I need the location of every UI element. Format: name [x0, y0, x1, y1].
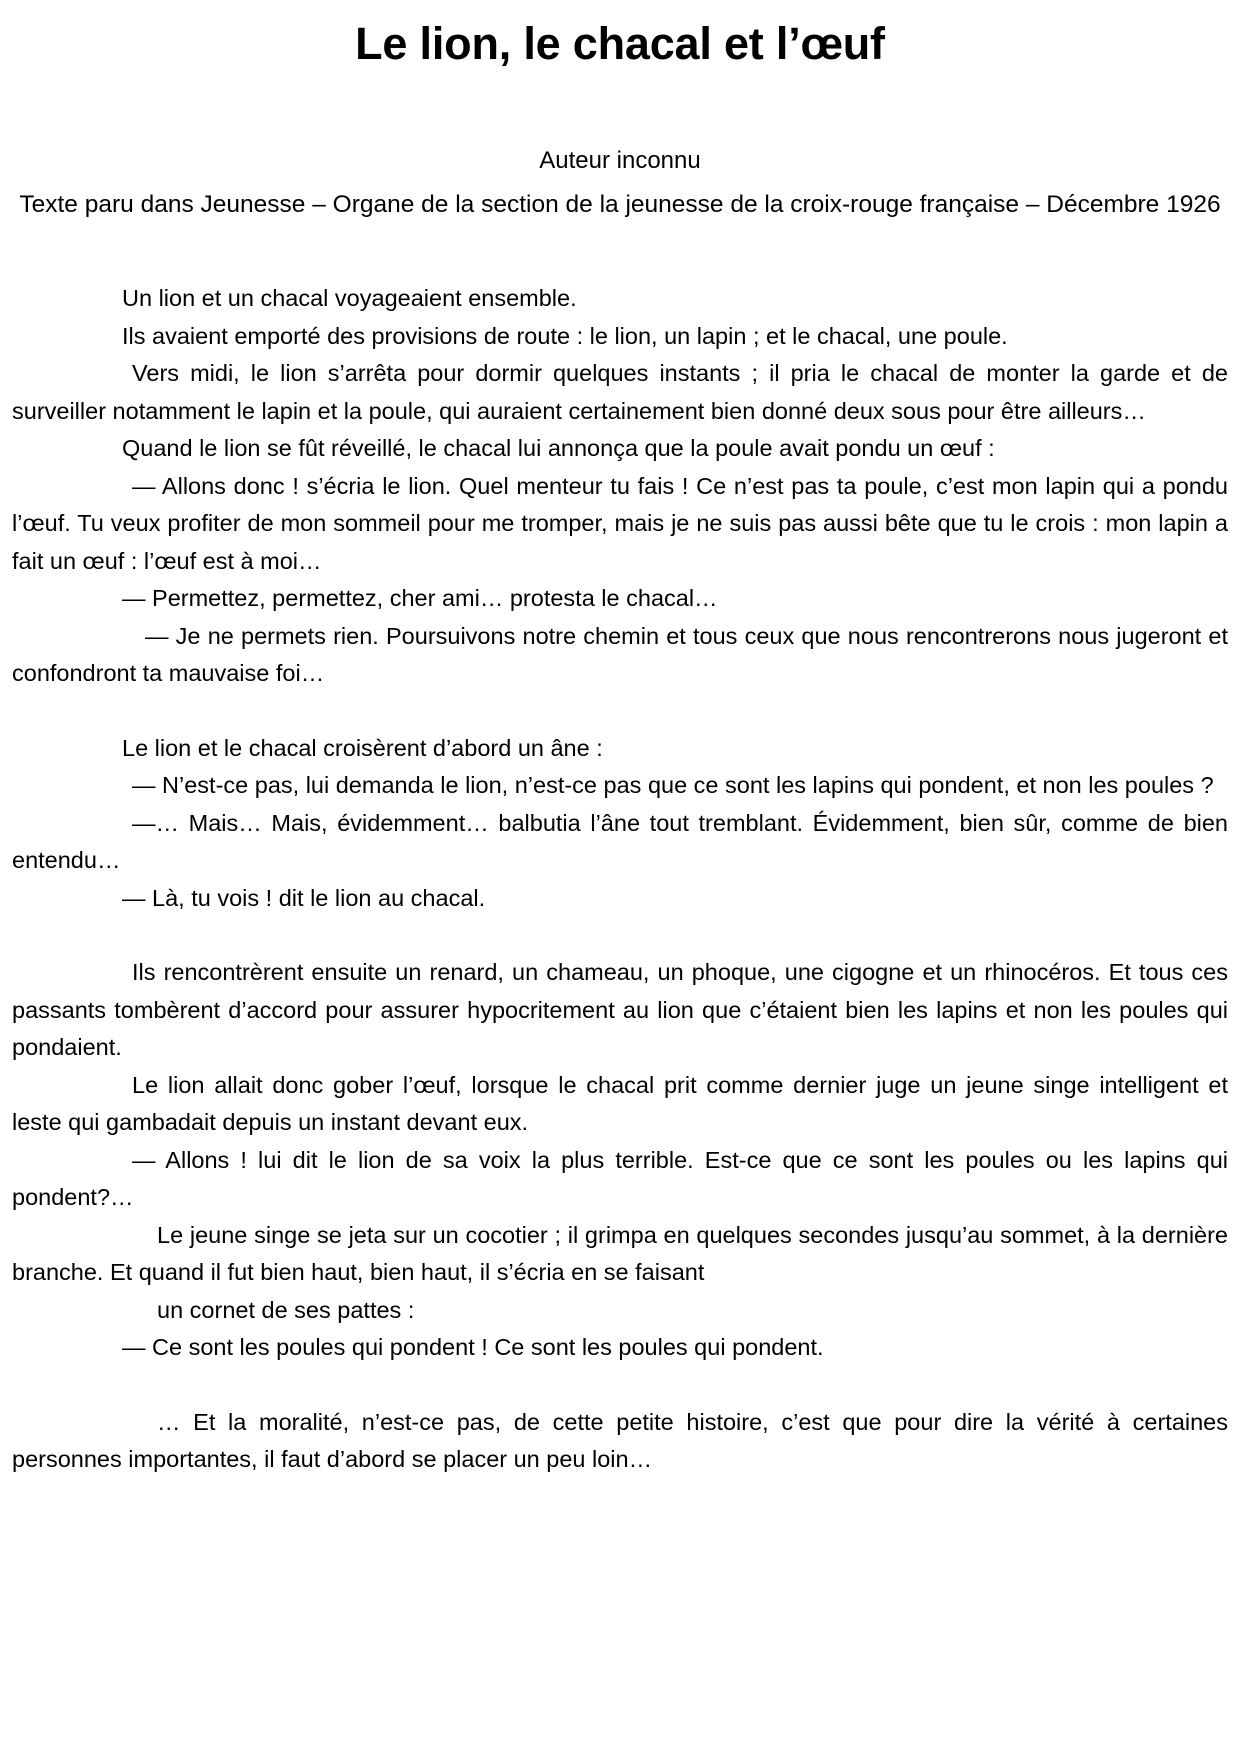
paragraph-gap [12, 1367, 1228, 1404]
story-paragraph: Quand le lion se fût réveillé, le chacal lui annonça que la poule avait pondu un œuf : [122, 435, 995, 461]
paragraph-text: Le jeune singe se jeta sur un cocotier ; il grimpa en quelques secondes jusqu’au sommet, à la dernière branche. Et quand il fut bien haut, bien haut, il s’écria en se faisant [12, 1221, 1228, 1285]
story-paragraph: — Ce sont les poules qui pondent ! Ce sont les poules qui pondent. [122, 1334, 824, 1360]
story-body [0, 222, 1240, 1479]
story-paragraph [12, 1217, 1228, 1330]
source-line: Texte paru dans Jeunesse – Organe de la section de la jeunesse de la croix-rouge française – Décembre 1926 [19, 191, 1221, 218]
story-paragraph: Le lion et le chacal croisèrent d’abord un âne : [122, 734, 603, 761]
author-line: Auteur inconnu [539, 147, 701, 174]
story-paragraph: — Permettez, permettez, cher ami… protesta le chacal… [122, 585, 718, 611]
story-paragraph: … Et la moralité, n’est-ce pas, de cette petite histoire, c’est que pour dire la vérité à certaines personnes importantes, il faut d’abord se placer un peu loin… [12, 1408, 1228, 1472]
story-paragraph: Ils rencontrèrent ensuite un renard, un chameau, un phoque, une cigogne et un rhinocéros. Et tous ces passants tombèrent d’accord pour assurer hypocritement au lion que c’étaient bien les lapins et non les poules qui pondaient. [12, 959, 1228, 1060]
page-title: Le lion, le chacal et l’œuf [355, 18, 885, 69]
story-paragraph: — Allons ! lui dit le lion de sa voix la plus terrible. Est-ce que ce sont les poules ou les lapins qui pondent?… [12, 1146, 1228, 1210]
story-paragraph: — Là, tu vois ! dit le lion au chacal. [122, 884, 486, 911]
story-paragraph: —… Mais… Mais, évidemment… balbutia l’âne tout tremblant. Évidemment, bien sûr, comme de bien entendu… [12, 809, 1228, 873]
story-paragraph: Ils avaient emporté des provisions de route : le lion, un lapin ; et le chacal, une poule. [122, 322, 1008, 349]
document-meta [0, 66, 1240, 222]
story-paragraph: — N’est-ce pas, lui demanda le lion, n’est-ce pas que ce sont les lapins qui pondent, et non les poules ? [132, 772, 1214, 798]
story-paragraph: Vers midi, le lion s’arrêta pour dormir quelques instants ; il pria le chacal de monter la garde et de surveiller notamment le lapin et la poule, qui auraient certainement bien donné deux sous pour être ailleurs… [12, 360, 1228, 424]
story-paragraph: Un lion et un chacal voyageaient ensemble. [122, 285, 577, 311]
story-paragraph: — Je ne permets rien. Poursuivons notre chemin et tous ceux que nous rencontrerons nous jugeront et confondront ta mauvaise foi… [12, 622, 1228, 686]
story-paragraph: — Allons donc ! s’écria le lion. Quel menteur tu fais ! Ce n’est pas ta poule, c’est mon lapin qui a pondu l’œuf. Tu veux profiter de mon sommeil pour me tromper, mais je ne suis pas aussi bête que tu le crois : mon lapin a fait un œuf : l’œuf est à moi… [12, 472, 1228, 574]
paragraph-text-continuation: un cornet de ses pattes : [157, 1296, 415, 1323]
paragraph-gap [12, 917, 1228, 954]
paragraph-gap [12, 693, 1228, 730]
story-paragraph: Le lion allait donc gober l’œuf, lorsque le chacal prit comme dernier juge un jeune singe intelligent et leste qui gambadait depuis un instant devant eux. [12, 1071, 1228, 1135]
